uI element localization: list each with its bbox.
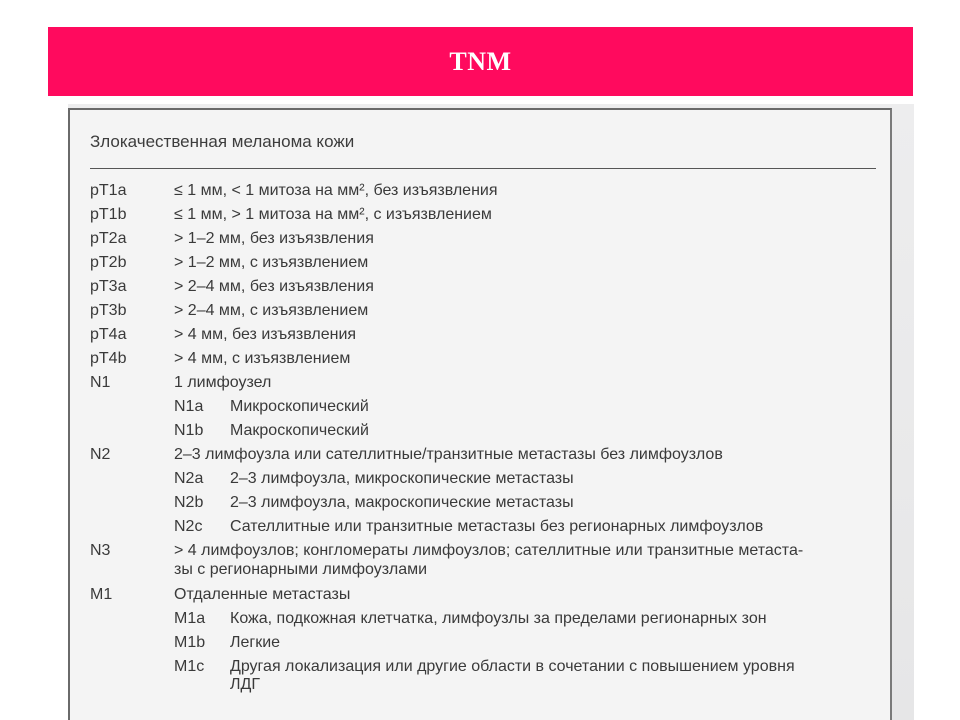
- row-description: > 2–4 мм, без изъязвления: [174, 278, 374, 295]
- row-code: pT3a: [90, 278, 127, 295]
- row-description: > 1–2 мм, с изъязвлением: [174, 254, 369, 271]
- row-description: 2–3 лимфоузла, макроскопические метастазы: [230, 494, 574, 511]
- row-description: зы с регионарными лимфоузлами: [174, 561, 428, 578]
- row-code: N2c: [174, 518, 203, 535]
- heading-divider: [90, 168, 876, 169]
- row-description: > 1–2 мм, без изъязвления: [174, 230, 374, 247]
- row-code: N3: [90, 542, 111, 559]
- row-description: ≤ 1 мм, > 1 митоза на мм², с изъязвлением: [174, 206, 492, 223]
- row-description: Макроскопический: [230, 422, 369, 439]
- row-code: M1a: [174, 610, 206, 627]
- slide-title: TNM: [449, 46, 512, 76]
- row-description: Другая локализация или другие области в сочетании с повышением уровня: [230, 658, 795, 675]
- row-code: M1: [90, 586, 113, 603]
- row-code: pT2b: [90, 254, 127, 271]
- row-code: M1b: [174, 634, 206, 651]
- row-code: N1b: [174, 422, 204, 439]
- row-code: N1a: [174, 398, 204, 415]
- row-code: N2a: [174, 470, 204, 487]
- row-code: N2: [90, 446, 111, 463]
- row-code: pT4b: [90, 350, 127, 367]
- row-code: pT3b: [90, 302, 127, 319]
- row-description: Легкие: [230, 634, 281, 651]
- row-description: Сателлитные или транзитные метастазы без регионарных лимфоузлов: [230, 518, 764, 535]
- row-code: pT1a: [90, 182, 127, 199]
- table-photo: [68, 104, 914, 720]
- row-description: ЛДГ: [230, 676, 260, 693]
- row-description: > 4 мм, без изъязвления: [174, 326, 357, 343]
- tnm-table-card: [68, 108, 892, 720]
- row-description: > 4 мм, с изъязвлением: [174, 350, 351, 367]
- row-description: ≤ 1 мм, < 1 митоза на мм², без изъязвления: [174, 182, 498, 199]
- row-code: pT4a: [90, 326, 127, 343]
- row-code: N2b: [174, 494, 204, 511]
- table-heading: Злокачественная меланома кожи: [90, 132, 355, 151]
- row-description: Кожа, подкожная клетчатка, лимфоузлы за пределами регионарных зон: [230, 610, 767, 627]
- row-description: 2–3 лимфоузла или сателлитные/транзитные метастазы без лимфоузлов: [174, 446, 723, 463]
- row-description: > 2–4 мм, с изъязвлением: [174, 302, 369, 319]
- row-code: M1c: [174, 658, 205, 675]
- title-banner: [48, 27, 913, 96]
- row-description: 1 лимфоузел: [174, 374, 272, 391]
- row-description: Микроскопический: [230, 398, 369, 415]
- row-description: 2–3 лимфоузла, микроскопические метастазы: [230, 470, 574, 487]
- row-code: pT2a: [90, 230, 127, 247]
- row-description: > 4 лимфоузлов; конгломераты лимфоузлов; сателлитные или транзитные метаста-: [174, 542, 804, 559]
- row-code: pT1b: [90, 206, 127, 223]
- row-description: Отдаленные метастазы: [174, 586, 351, 603]
- row-code: N1: [90, 374, 111, 391]
